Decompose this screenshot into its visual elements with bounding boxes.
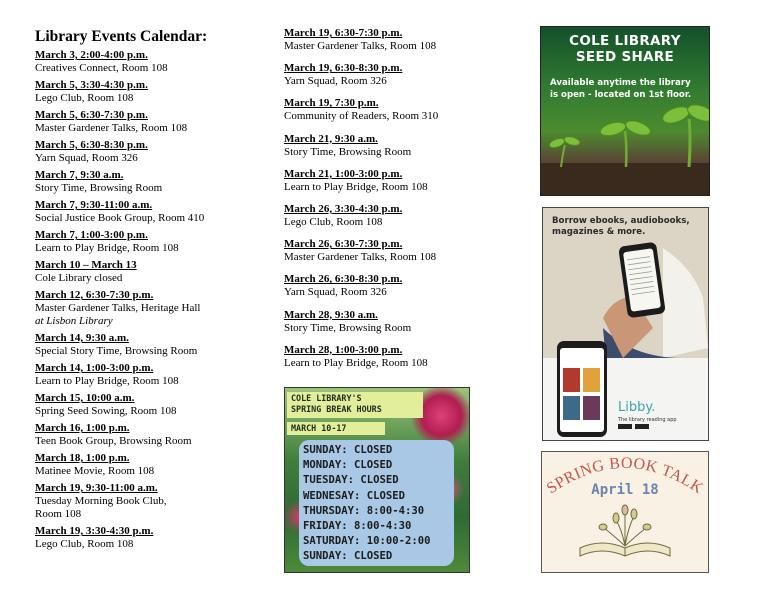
spring-break-header: COLE LIBRARY'S SPRING BREAK HOURS <box>287 392 423 418</box>
hours-row: THURSDAY: 8:00-4:30 <box>303 504 425 517</box>
event-date: March 5, 6:30-8:30 p.m. <box>35 139 148 151</box>
calendar-column-right <box>284 27 534 379</box>
event-item <box>284 238 534 264</box>
hours-row: MONDAY: CLOSED <box>303 459 393 472</box>
hours-row: SATURDAY: 10:00-2:00 <box>303 535 431 548</box>
event-date: March 14, 1:00-3:00 p.m. <box>35 362 154 374</box>
event-description: Social Justice Book Group, Room 410 <box>35 212 205 224</box>
event-date: March 26, 6:30-8:30 p.m. <box>284 273 403 286</box>
event-item <box>35 139 275 165</box>
calendar-title: Library Events Calendar: <box>35 28 208 45</box>
event-item <box>284 273 534 299</box>
open-book-icon <box>580 505 670 556</box>
hours-row: SUNDAY: CLOSED <box>303 444 393 456</box>
book-talk-title: SPRING BOOK TALK <box>543 454 707 498</box>
event-item <box>35 109 275 135</box>
event-item <box>284 133 534 159</box>
spring-book-talk-flyer <box>541 451 709 573</box>
event-item <box>35 49 275 75</box>
event-item <box>35 362 275 388</box>
hours-row: TUESDAY: CLOSED <box>303 474 399 487</box>
event-date: March 18, 1:00 p.m. <box>35 452 130 464</box>
book-talk-art <box>542 452 708 572</box>
event-date: March 19, 9:30-11:00 a.m. <box>35 482 158 494</box>
event-description: Learn to Play Bridge, Room 108 <box>284 180 428 193</box>
event-date: March 19, 7:30 p.m. <box>284 97 379 110</box>
event-item <box>35 199 275 225</box>
event-description: Story Time, Browsing Room <box>35 182 163 194</box>
event-description: Master Gardener Talks, Heritage Hall <box>35 302 201 314</box>
spring-break-hours-flyer <box>284 387 470 573</box>
event-item <box>35 392 275 418</box>
event-date: March 14, 9:30 a.m. <box>35 332 129 344</box>
event-item <box>284 97 534 123</box>
hours-row: FRIDAY: 8:00-4:30 <box>303 520 412 532</box>
event-description: Yarn Squad, Room 326 <box>284 75 387 88</box>
calendar-column-left <box>35 28 275 555</box>
event-description: Yarn Squad, Room 326 <box>35 152 138 164</box>
event-description: Matinee Movie, Room 108 <box>35 465 155 477</box>
event-description: Learn to Play Bridge, Room 108 <box>35 242 179 254</box>
event-date: March 7, 1:00-3:00 p.m. <box>35 229 148 241</box>
event-date: March 5, 3:30-4:30 p.m. <box>35 79 148 91</box>
event-date: March 21, 9:30 a.m. <box>284 132 378 145</box>
hours-row: WEDNESAY: CLOSED <box>303 489 406 502</box>
event-description: Learn to Play Bridge, Room 108 <box>35 375 179 387</box>
event-description: Lego Club, Room 108 <box>35 92 134 104</box>
event-description: Community of Readers, Room 310 <box>284 110 439 123</box>
event-description: Learn to Play Bridge, Room 108 <box>284 356 428 369</box>
event-description: Tuesday Morning Book Club, <box>35 495 167 507</box>
event-item <box>284 309 534 335</box>
event-date: March 19, 6:30-7:30 p.m. <box>284 27 403 39</box>
event-description: Lego Club, Room 108 <box>284 215 383 228</box>
event-description-line2: Room 108 <box>35 508 82 520</box>
event-item <box>35 482 275 521</box>
event-item <box>284 168 534 194</box>
event-item <box>35 422 275 448</box>
event-description: Creatives Connect, Room 108 <box>35 62 168 74</box>
event-date: March 5, 6:30-7:30 p.m. <box>35 109 148 121</box>
libby-flyer <box>542 207 709 441</box>
event-item <box>35 79 275 105</box>
libby-logo: Libby. <box>618 400 656 415</box>
event-item <box>35 169 275 195</box>
event-date: March 28, 9:30 a.m. <box>284 308 378 321</box>
event-item <box>35 289 275 328</box>
event-date: March 7, 9:30 a.m. <box>35 169 124 181</box>
seed-share-subtitle: Available anytime the library is open - located on 1st floor. <box>550 78 692 100</box>
event-date: March 28, 1:00-3:00 p.m. <box>284 343 403 356</box>
spring-break-dates: MARCH 10-17 <box>287 422 385 435</box>
event-description: Master Gardener Talks, Room 108 <box>284 40 437 52</box>
event-date: March 15, 10:00 a.m. <box>35 392 135 404</box>
event-item <box>284 27 534 53</box>
event-date: March 26, 6:30-7:30 p.m. <box>284 238 403 251</box>
seed-share-flyer <box>540 26 710 196</box>
event-list-left <box>35 49 275 551</box>
libby-tagline: Borrow ebooks, audiobooks, magazines & more. <box>552 216 690 237</box>
event-description: Yarn Squad, Room 326 <box>284 286 387 299</box>
event-description: Master Gardener Talks, Room 108 <box>35 122 188 134</box>
event-date: March 19, 6:30-8:30 p.m. <box>284 62 403 75</box>
event-description: Story Time, Browsing Room <box>284 145 412 158</box>
event-description: Spring Seed Sowing, Room 108 <box>35 405 177 417</box>
seed-share-title: COLE LIBRARY SEED SHARE <box>569 33 681 65</box>
event-item <box>35 229 275 255</box>
event-item <box>284 203 534 229</box>
event-date: March 12, 6:30-7:30 p.m. <box>35 289 154 301</box>
event-item <box>35 332 275 358</box>
event-item <box>284 62 534 88</box>
event-description: Lego Club, Room 108 <box>35 538 134 550</box>
event-description: Master Gardener Talks, Room 108 <box>284 251 437 264</box>
event-date: March 26, 3:30-4:30 p.m. <box>284 202 403 215</box>
event-description: Cole Library closed <box>35 272 123 284</box>
book-talk-date: April 18 <box>591 482 659 498</box>
event-date: March 19, 3:30-4:30 p.m. <box>35 525 154 537</box>
libby-subtitle: The library reading app <box>618 417 677 423</box>
event-date: March 10 – March 13 <box>35 259 137 271</box>
event-item <box>284 344 534 370</box>
event-list-right <box>284 27 534 370</box>
event-description: Teen Book Group, Browsing Room <box>35 435 192 447</box>
event-item <box>35 525 275 551</box>
event-date: March 16, 1:00 p.m. <box>35 422 130 434</box>
event-item <box>35 452 275 478</box>
event-description: Special Story Time, Browsing Room <box>35 345 198 357</box>
event-date: March 21, 1:00-3:00 p.m. <box>284 167 403 180</box>
hours-row: SUNDAY: CLOSED <box>303 550 393 563</box>
event-item <box>35 259 275 285</box>
event-date: March 7, 9:30-11:00 a.m. <box>35 199 153 211</box>
event-description: Story Time, Browsing Room <box>284 321 412 334</box>
event-location-note: at Lisbon Library <box>35 315 113 327</box>
event-date: March 3, 2:00-4:00 p.m. <box>35 49 148 61</box>
